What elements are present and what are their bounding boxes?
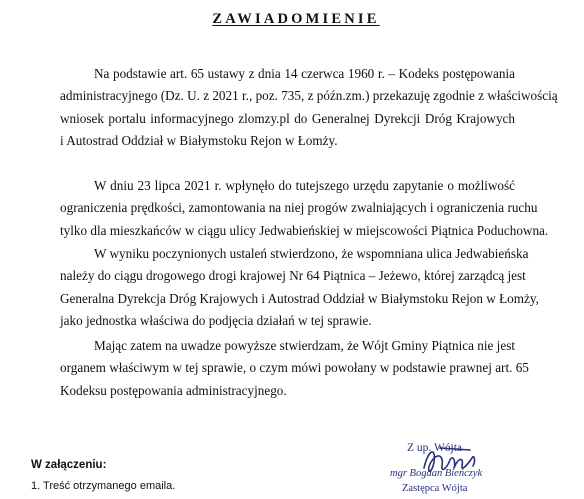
paragraph-line: należy do ciągu drogowego drogi krajowej Nr 64 Piątnica – Jeżewo, której zarządcą jest <box>60 268 526 284</box>
stamp-role: Zastępca Wójta <box>402 483 468 494</box>
paragraph-line: jako jednostka właściwa do podjęcia działań w tej sprawie. <box>60 313 372 329</box>
attachments-heading: W załączeniu: <box>31 459 107 471</box>
paragraph-line: administracyjnego (Dz. U. z 2021 r., poz. 735, z późn.zm.) przekazuję zgodnie z właściwością <box>60 88 558 104</box>
paragraph-line: ograniczenia prędkości, zamontowania na niej progów zwalniających i ograniczenia ruchu <box>60 200 538 216</box>
paragraph-line: Na podstawie art. 65 ustawy z dnia 14 czerwca 1960 r. – Kodeks postępowania <box>94 66 515 81</box>
paragraph-line: Generalna Dyrekcja Dróg Krajowych i Autostrad Oddział w Białymstoku Rejon w Łomży, <box>60 290 539 306</box>
paragraph-2 <box>60 175 549 242</box>
attachment-item: 1. Treść otrzymanego emaila. <box>31 480 176 492</box>
document-title: ZAWIADOMIENIE <box>212 11 380 27</box>
paragraph-line: tylko dla mieszkańców w ciągu ulicy Jedwabieńskiej w miejscowości Piątnica Poduchowna. <box>60 222 549 238</box>
paragraph-line: W dniu 23 lipca 2021 r. wpłynęło do tutejszego urzędu zapytanie o możliwość <box>94 178 515 193</box>
paragraph-line: wniosek portalu informacyjnego zlomzy.pl do Generalnej Dyrekcji Dróg Krajowych <box>60 110 515 126</box>
paragraph-line: i Autostrad Oddział w Białymstoku Rejon w Łomży. <box>60 133 338 149</box>
paragraph-4 <box>60 335 529 402</box>
paragraph-line: organem właściwym w tej sprawie, o czym mówi powołany w podstawie prawnej art. 65 <box>60 360 529 376</box>
paragraph-line: W wyniku poczynionych ustaleń stwierdzono, że wspomniana ulica Jedwabieńska <box>94 246 529 261</box>
stamp-authorization: Z up. Wójta <box>407 442 463 454</box>
paragraph-line: Mając zatem na uwadze powyższe stwierdzam, że Wójt Gminy Piątnica nie jest <box>94 338 515 353</box>
paragraph-3 <box>60 243 539 333</box>
paragraph-1 <box>60 63 558 153</box>
stamp-name: mgr Bogdan Bieńczyk <box>390 468 483 479</box>
paragraph-line: Kodeksu postępowania administracyjnego. <box>60 382 287 398</box>
